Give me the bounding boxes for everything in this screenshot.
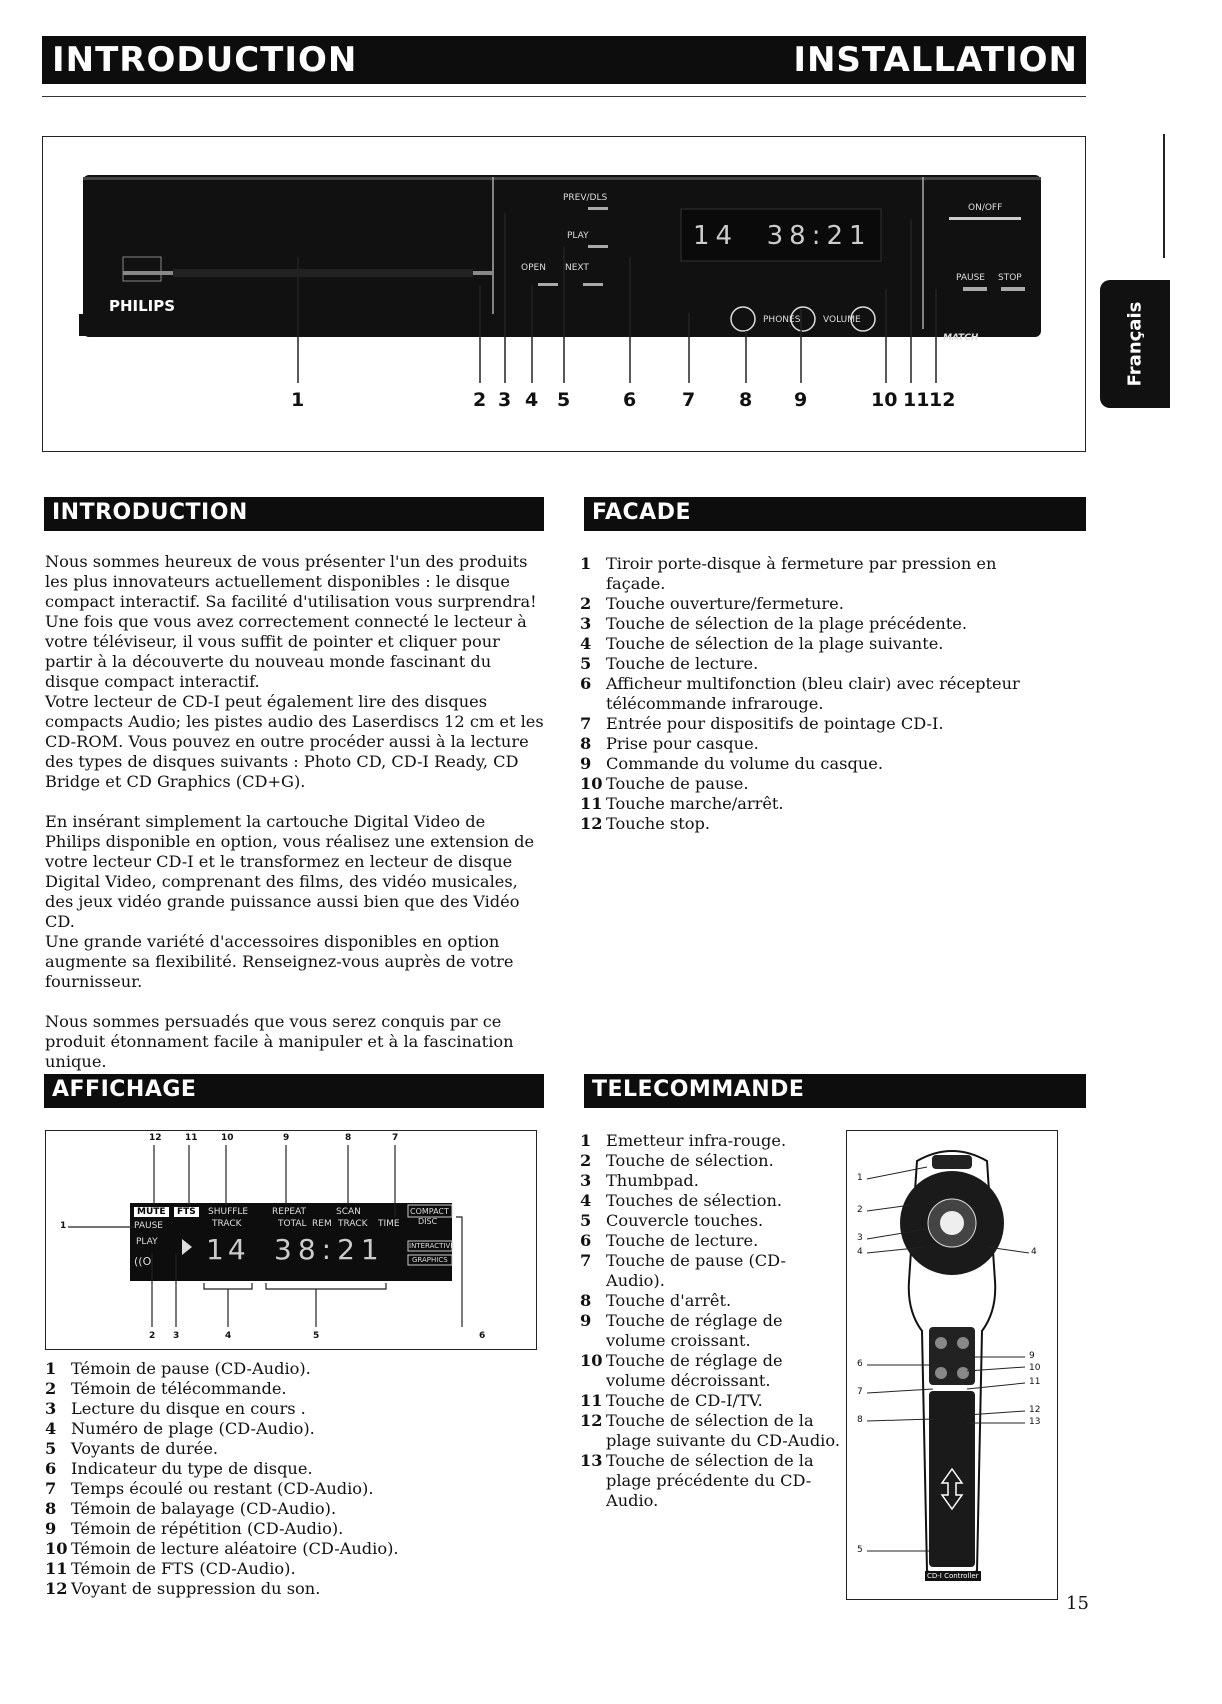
remote-callout-3: 3 xyxy=(857,1233,863,1243)
display-callout-8: 8 xyxy=(345,1133,352,1143)
facade-item-text: Touche stop. xyxy=(606,814,710,833)
remote-callout-2: 2 xyxy=(857,1205,863,1215)
telecommande-item-text: Touche de sélection de la plage précédente du CD-Audio. xyxy=(606,1451,814,1510)
display-callout-12: 12 xyxy=(149,1133,162,1143)
time-label: TIME xyxy=(378,1219,400,1229)
shuffle-indicator: SHUFFLE xyxy=(208,1207,249,1217)
display-callout-7: 7 xyxy=(392,1133,399,1143)
player-body xyxy=(83,175,1041,337)
telecommande-list xyxy=(580,1131,842,1511)
affichage-item-number: 1 xyxy=(45,1359,57,1378)
display-callout-1: 1 xyxy=(60,1221,67,1231)
telecommande-item-text: Touche de lecture. xyxy=(606,1231,759,1250)
facade-item-text: Touche de sélection de la plage précédente. xyxy=(606,614,967,633)
telecommande-item-number: 10 xyxy=(580,1351,603,1370)
facade-item-text: Afficheur multifonction (bleu clair) avec récepteur télécommande infrarouge. xyxy=(606,674,1020,713)
affichage-item-text: Lecture du disque en cours . xyxy=(71,1399,306,1418)
play-label: PLAY xyxy=(136,1237,158,1247)
telecommande-item xyxy=(580,1311,842,1351)
telecommande-item xyxy=(580,1251,842,1291)
affichage-item-text: Témoin de pause (CD-Audio). xyxy=(71,1359,311,1378)
affichage-item-text: Témoin de télécommande. xyxy=(71,1379,287,1398)
facade-item xyxy=(580,734,1050,754)
player-callout-8: 8 xyxy=(739,389,753,411)
telecommande-item-number: 9 xyxy=(580,1311,592,1330)
header-right-title: INSTALLATION xyxy=(793,40,1078,80)
affichage-item xyxy=(45,1499,525,1519)
affichage-item xyxy=(45,1459,525,1479)
telecommande-item-text: Touche de réglage de volume croissant. xyxy=(606,1311,783,1350)
telecommande-item xyxy=(580,1151,842,1171)
affichage-item-text: Témoin de balayage (CD-Audio). xyxy=(71,1499,337,1518)
affichage-item-number: 6 xyxy=(45,1459,57,1478)
play-button-label: PLAY xyxy=(567,231,589,241)
graphics-label: GRAPHICS xyxy=(412,1256,448,1264)
track2-label: TRACK xyxy=(338,1219,368,1229)
display-figure xyxy=(45,1130,537,1350)
facade-item-number: 3 xyxy=(580,614,592,633)
display-callout-4: 4 xyxy=(225,1331,232,1341)
telecommande-item xyxy=(580,1171,842,1191)
remote-indicator-icon: ((O xyxy=(134,1255,152,1268)
affichage-item-text: Témoin de lecture aléatoire (CD-Audio). xyxy=(71,1539,399,1558)
affichage-heading: AFFICHAGE xyxy=(44,1074,544,1108)
phones-label: PHONES xyxy=(763,315,801,325)
rem-label: REM xyxy=(312,1219,332,1229)
display-callout-10: 10 xyxy=(221,1133,234,1143)
page-number: 15 xyxy=(1066,1593,1089,1614)
telecommande-item-number: 1 xyxy=(580,1131,592,1150)
facade-item xyxy=(580,554,1050,594)
repeat-indicator: REPEAT xyxy=(272,1207,307,1217)
scan-indicator: SCAN xyxy=(336,1207,361,1217)
telecommande-item xyxy=(580,1391,842,1411)
player-figure xyxy=(42,136,1086,452)
affichage-item-number: 3 xyxy=(45,1399,57,1418)
remote-callout-4-left: 4 xyxy=(857,1247,863,1257)
affichage-item xyxy=(45,1379,525,1399)
telecommande-item-number: 6 xyxy=(580,1231,592,1250)
remote-callout-13: 13 xyxy=(1029,1417,1041,1427)
affichage-item xyxy=(45,1479,525,1499)
facade-item-text: Touche marche/arrêt. xyxy=(606,794,784,813)
affichage-item-text: Voyants de durée. xyxy=(71,1439,219,1458)
facade-item-number: 2 xyxy=(580,594,592,613)
interactive-label: INTERACTIVE xyxy=(409,1242,455,1250)
telecommande-item xyxy=(580,1451,842,1511)
facade-list xyxy=(580,554,1050,834)
affichage-item xyxy=(45,1579,525,1599)
player-callout-4: 4 xyxy=(525,389,539,411)
margin-rule xyxy=(1163,134,1165,258)
prev-button-label: PREV/DLS xyxy=(563,193,608,203)
stop-button-label: STOP xyxy=(998,273,1022,283)
telecommande-item xyxy=(580,1131,842,1151)
facade-item-text: Touche de pause. xyxy=(606,774,749,793)
telecommande-item-text: Couvercle touches. xyxy=(606,1211,764,1230)
player-callout-9: 9 xyxy=(794,389,808,411)
player-top-edge xyxy=(83,177,1041,180)
affichage-item-text: Témoin de FTS (CD-Audio). xyxy=(71,1559,296,1578)
facade-item-text: Entrée pour dispositifs de pointage CD-I. xyxy=(606,714,944,733)
telecommande-item xyxy=(580,1191,842,1211)
language-tab-label: Français xyxy=(1124,301,1146,387)
facade-item-number: 11 xyxy=(580,794,603,813)
telecommande-item-text: Touche d'arrêt. xyxy=(606,1291,732,1310)
player-callout-3: 3 xyxy=(498,389,512,411)
facade-item-text: Touche ouverture/fermeture. xyxy=(606,594,844,613)
telecommande-item-number: 11 xyxy=(580,1391,603,1410)
player-brand: PHILIPS xyxy=(109,297,176,315)
facade-item-text: Touche de sélection de la plage suivante. xyxy=(606,634,944,653)
telecommande-item xyxy=(580,1411,842,1451)
telecommande-item-number: 8 xyxy=(580,1291,592,1310)
remote-callout-11: 11 xyxy=(1029,1377,1041,1387)
intro-paragraph-1: Nous sommes heureux de vous présenter l'un des produits les plus innovateurs actuellement disponibles : le disque compact interactif. Sa facilité d'utilisation vous surprendra! Une fois que vous avez correctement connecté le lecteur à votre téléviseur, il vous suffit de pointer et cliquer pour partir à la découverte du nouveau monde fascinant du disque compact interactif. xyxy=(45,552,537,691)
affichage-item xyxy=(45,1399,525,1419)
match-label: MATCH xyxy=(943,333,979,343)
onoff-button-label: ON/OFF xyxy=(968,203,1003,213)
telecommande-item-number: 3 xyxy=(580,1171,592,1190)
facade-item-number: 8 xyxy=(580,734,592,753)
display-callout-6: 6 xyxy=(479,1331,486,1341)
affichage-item xyxy=(45,1519,525,1539)
facade-item xyxy=(580,594,1050,614)
telecommande-item-text: Touche de pause (CD-Audio). xyxy=(606,1251,786,1290)
next-button-label: NEXT xyxy=(565,263,589,273)
remote-callout-1: 1 xyxy=(857,1173,863,1183)
affichage-item-number: 12 xyxy=(45,1579,68,1598)
affichage-item xyxy=(45,1559,525,1579)
facade-item-number: 12 xyxy=(580,814,603,833)
fts-indicator: FTS xyxy=(174,1207,199,1217)
player-callout-12: 12 xyxy=(929,389,956,411)
player-callout-2: 2 xyxy=(473,389,487,411)
remote-callout-9: 9 xyxy=(1029,1351,1035,1361)
remote-callout-5: 5 xyxy=(857,1545,863,1555)
header-rule xyxy=(42,96,1086,97)
total-label: TOTAL xyxy=(278,1219,307,1229)
player-callout-5: 5 xyxy=(557,389,571,411)
telecommande-item xyxy=(580,1231,842,1251)
player-display-digits: 14 38:21 xyxy=(693,221,872,251)
telecommande-item-number: 4 xyxy=(580,1191,592,1210)
affichage-item-number: 11 xyxy=(45,1559,68,1578)
track-number-digits: 14 xyxy=(206,1233,250,1266)
facade-item-text: Touche de lecture. xyxy=(606,654,759,673)
remote-callout-10: 10 xyxy=(1029,1363,1041,1373)
facade-item-number: 1 xyxy=(580,554,592,573)
telecommande-item-text: Touches de sélection. xyxy=(606,1191,783,1210)
remote-callout-8: 8 xyxy=(857,1415,863,1425)
telecommande-item-text: Touche de sélection. xyxy=(606,1151,774,1170)
affichage-item-text: Voyant de suppression du son. xyxy=(71,1579,321,1598)
remote-callout-4-right: 4 xyxy=(1031,1247,1037,1257)
facade-item-number: 5 xyxy=(580,654,592,673)
language-tab xyxy=(1100,280,1170,408)
facade-heading: FACADE xyxy=(584,497,1086,531)
affichage-item-number: 10 xyxy=(45,1539,68,1558)
facade-item-text: Commande du volume du casque. xyxy=(606,754,883,773)
volume-label: VOLUME xyxy=(823,315,861,325)
telecommande-item-number: 2 xyxy=(580,1151,592,1170)
display-callout-2: 2 xyxy=(149,1331,156,1341)
affichage-item xyxy=(45,1439,525,1459)
facade-item-text: Tiroir porte-disque à fermeture par pression en façade. xyxy=(606,554,997,593)
telecommande-item-text: Touche de sélection de la plage suivante du CD-Audio. xyxy=(606,1411,840,1450)
remote-callout-7: 7 xyxy=(857,1387,863,1397)
telecommande-item-number: 7 xyxy=(580,1251,592,1270)
display-callout-3: 3 xyxy=(173,1331,180,1341)
player-callout-7: 7 xyxy=(682,389,696,411)
telecommande-item xyxy=(580,1211,842,1231)
telecommande-item xyxy=(580,1291,842,1311)
page-header-bar xyxy=(42,36,1086,84)
remote-label: CD-I Controller xyxy=(927,1572,979,1580)
facade-item xyxy=(580,794,1050,814)
affichage-item xyxy=(45,1359,525,1379)
display-callout-5: 5 xyxy=(313,1331,320,1341)
intro-paragraph-5: Nous sommes persuadés que vous serez conquis par ce produit étonnament facile à manipuler et à la fascination unique. xyxy=(45,1012,514,1071)
mute-indicator: MUTE xyxy=(134,1207,169,1217)
affichage-item-text: Indicateur du type de disque. xyxy=(71,1459,313,1478)
remote-figure xyxy=(846,1130,1058,1600)
facade-item-number: 7 xyxy=(580,714,592,733)
disc-label: DISC xyxy=(418,1217,438,1226)
display-callout-9: 9 xyxy=(283,1133,290,1143)
affichage-item-number: 4 xyxy=(45,1419,57,1438)
telecommande-item-text: Thumbpad. xyxy=(606,1171,699,1190)
player-callout-6: 6 xyxy=(623,389,637,411)
telecommande-item-number: 13 xyxy=(580,1451,603,1470)
affichage-item-text: Temps écoulé ou restant (CD-Audio). xyxy=(71,1479,374,1498)
remote-callout-6: 6 xyxy=(857,1359,863,1369)
affichage-item-number: 7 xyxy=(45,1479,57,1498)
facade-item xyxy=(580,674,1050,714)
compact-label: COMPACT xyxy=(410,1207,449,1216)
telecommande-item xyxy=(580,1351,842,1391)
track-label: TRACK xyxy=(212,1219,242,1229)
player-callout-11: 11 xyxy=(903,389,930,411)
time-digits: 38:21 xyxy=(274,1233,385,1266)
facade-item-number: 9 xyxy=(580,754,592,773)
facade-item xyxy=(580,754,1050,774)
remote-illustration xyxy=(847,1131,1057,1599)
player-callout-10: 10 xyxy=(871,389,898,411)
open-button-label: OPEN xyxy=(521,263,546,273)
facade-item xyxy=(580,814,1050,834)
telecommande-item-text: Emetteur infra-rouge. xyxy=(606,1131,787,1150)
facade-item xyxy=(580,714,1050,734)
display-callout-11: 11 xyxy=(185,1133,198,1143)
affichage-item-number: 5 xyxy=(45,1439,57,1458)
facade-item-text: Prise pour casque. xyxy=(606,734,759,753)
pause-label: PAUSE xyxy=(134,1221,163,1231)
player-callout-1: 1 xyxy=(291,389,305,411)
facade-item xyxy=(580,634,1050,654)
intro-paragraph-2: Votre lecteur de CD-I peut également lire des disques compacts Audio; les pistes audio des Laserdiscs 12 cm et les CD-ROM. Vous pouvez en outre procéder aussi à la lecture des types de disques suivants : Photo CD, CD-I Ready, CD Bridge et CD Graphics (CD+G). xyxy=(45,692,544,791)
affichage-item-number: 9 xyxy=(45,1519,57,1538)
facade-item-number: 6 xyxy=(580,674,592,693)
telecommande-item-number: 12 xyxy=(580,1411,603,1430)
intro-paragraph-4: Une grande variété d'accessoires disponibles en option augmente sa flexibilité. Renseignez-vous auprès de votre fournisseur. xyxy=(45,932,514,991)
facade-item-number: 4 xyxy=(580,634,592,653)
affichage-item-text: Témoin de répétition (CD-Audio). xyxy=(71,1519,344,1538)
affichage-item-number: 2 xyxy=(45,1379,57,1398)
facade-item xyxy=(580,614,1050,634)
affichage-item xyxy=(45,1419,525,1439)
facade-item xyxy=(580,654,1050,674)
affichage-item-number: 8 xyxy=(45,1499,57,1518)
telecommande-item-text: Touche de CD-I/TV. xyxy=(606,1391,763,1410)
affichage-list xyxy=(45,1359,525,1599)
affichage-item-text: Numéro de plage (CD-Audio). xyxy=(71,1419,315,1438)
pause-button-label: PAUSE xyxy=(956,273,985,283)
intro-paragraph-3: En insérant simplement la cartouche Digital Video de Philips disponible en option, vous réalisez une extension de votre lecteur CD-I et le transformez en lecteur de disque Digital Video, comprenant des films, des vidéo musicales, des jeux vidéo grande puissance aussi bien que des Vidéo CD. xyxy=(45,812,535,931)
facade-item-number: 10 xyxy=(580,774,603,793)
telecommande-item-text: Touche de réglage de volume décroissant. xyxy=(606,1351,783,1390)
telecommande-item-number: 5 xyxy=(580,1211,592,1230)
remote-callout-12: 12 xyxy=(1029,1405,1041,1415)
introduction-heading: INTRODUCTION xyxy=(44,497,544,531)
affichage-item xyxy=(45,1539,525,1559)
facade-item xyxy=(580,774,1050,794)
header-left-title: INTRODUCTION xyxy=(52,40,358,80)
telecommande-heading: TELECOMMANDE xyxy=(584,1074,1086,1108)
